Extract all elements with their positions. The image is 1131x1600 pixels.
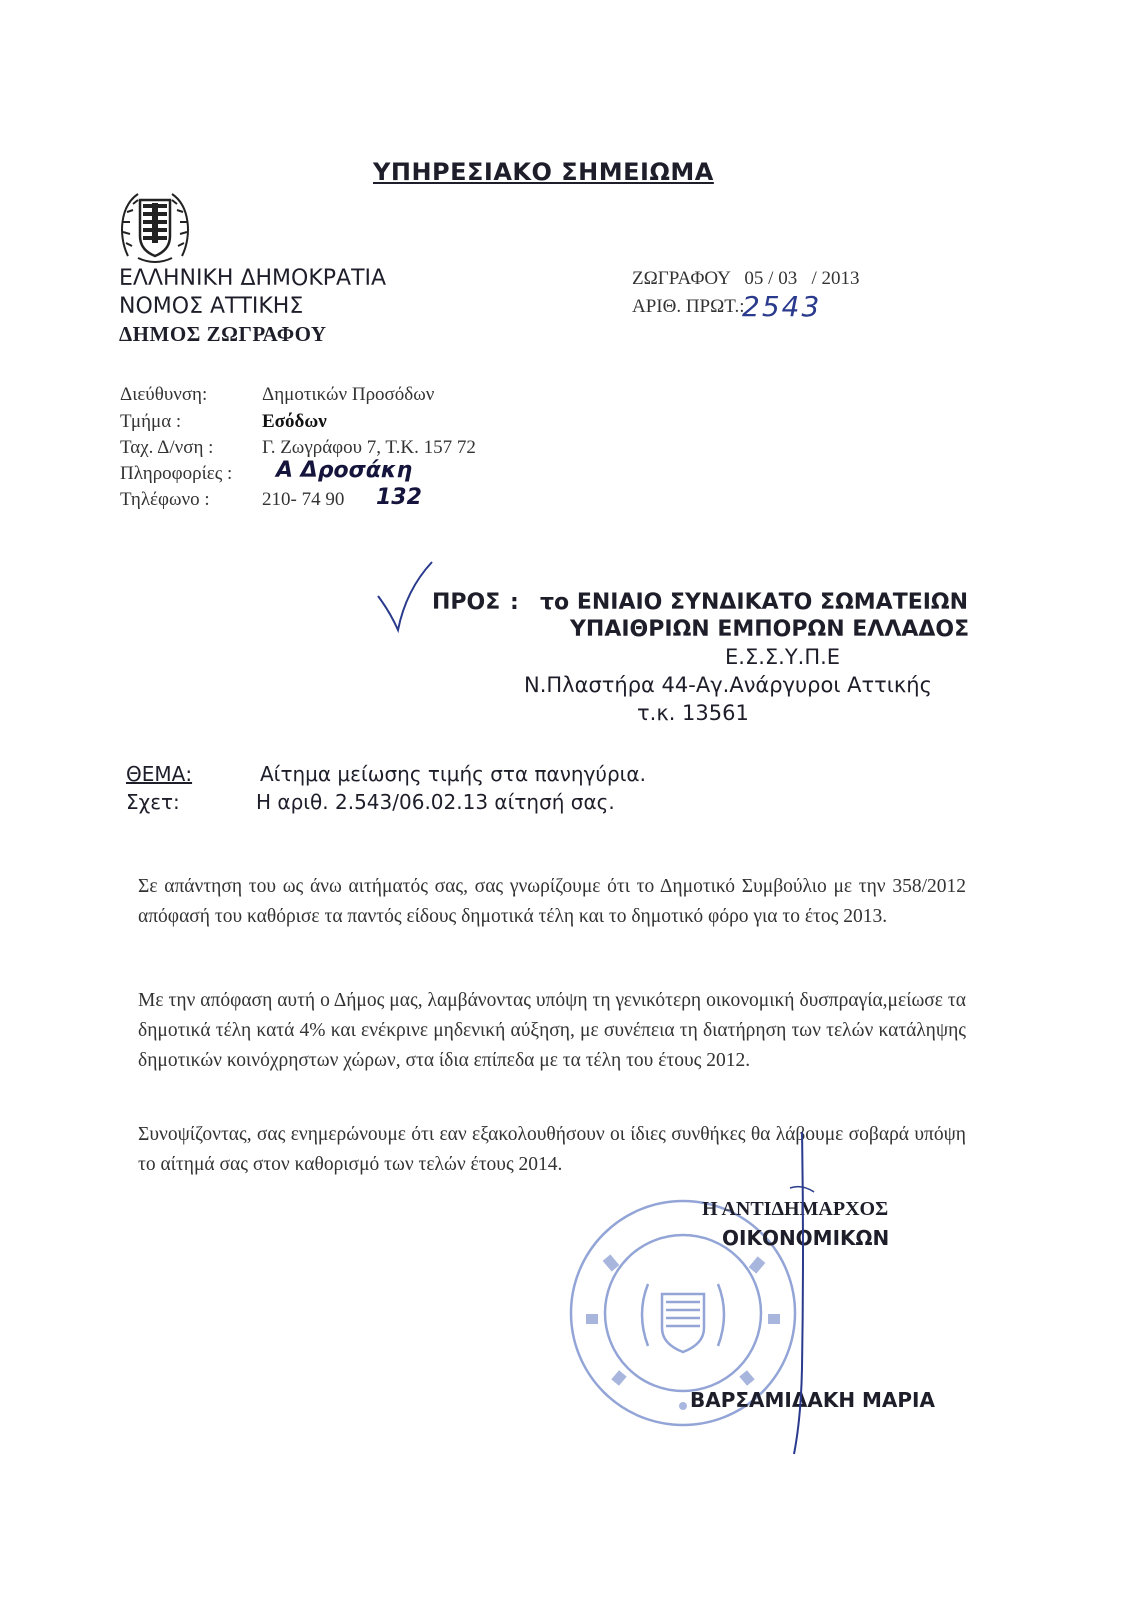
- org-line-2: ΝΟΜΟΣ ΑΤΤΙΚΗΣ: [119, 294, 304, 319]
- protocol-number-handwritten: 2543: [742, 290, 822, 323]
- checkmark-icon: [376, 560, 436, 640]
- body-paragraph-3: Συνοψίζοντας, σας ενημερώνουμε ότι εαν εξακολουθήσουν οι ίδιες συνθήκες θα λάβουμε σοβαρά υπόψη το αίτημά σας στον καθορισμό των τελών έτους 2014.: [138, 1124, 966, 1175]
- to-label: ΠΡΟΣ: [432, 590, 501, 615]
- protocol-label: ΑΡΙΘ. ΠΡΩΤ.:: [632, 296, 745, 317]
- department-value: Εσόδων: [262, 411, 327, 432]
- subject-label: ΘΕΜΑ:: [126, 762, 193, 786]
- reference-label: Σχετ:: [126, 790, 180, 814]
- info-label: Πληροφορίες :: [120, 463, 233, 484]
- address-value: Γ. Ζωγράφου 7, Τ.Κ. 157 72: [262, 437, 476, 458]
- direction-label: Διεύθυνση:: [120, 384, 208, 405]
- coat-of-arms-icon: [118, 186, 192, 268]
- signature-role-line-1: Η ΑΝΤΙΔΗΜΑΡΧΟΣ: [702, 1198, 889, 1220]
- phone-handwritten: 132: [376, 485, 422, 510]
- recipient-line-2: ΥΠΑΙΘΡΙΩΝ ΕΜΠΟΡΩΝ ΕΛΛΑΔΟΣ: [570, 617, 970, 642]
- to-separator: :: [510, 590, 519, 615]
- date-line: ΖΩΓΡΑΦΟΥ 05 / 03 / 2013: [632, 268, 860, 289]
- signatory-name: ΒΑΡΣΑΜΙΔΑΚΗ ΜΑΡΙΑ: [690, 1388, 935, 1412]
- recipient-line-1: το ΕΝΙΑΙΟ ΣΥΝΔΙΚΑΤΟ ΣΩΜΑΤΕΙΩΝ: [540, 590, 969, 615]
- recipient-line-5: τ.κ. 13561: [637, 701, 749, 725]
- org-line-3: ΔΗΜΟΣ ΖΩΓΡΑΦΟΥ: [119, 322, 327, 346]
- phone-value: 210- 74 90: [262, 489, 345, 510]
- reference-value: Η αριθ. 2.543/06.02.13 αίτησή σας.: [256, 790, 615, 814]
- subject-value: Αίτημα μείωσης τιμής στα πανηγύρια.: [260, 762, 646, 786]
- body-paragraph-1: Σε απάντηση του ως άνω αιτήματός σας, σας γνωρίζουμε ότι το Δημοτικό Συμβούλιο με την 358/2012 απόφασή του καθόρισε τα παντός είδους δημοτικά τέλη και το δημοτικό φόρο για το έτος 2013.: [138, 876, 966, 927]
- document-title: ΥΠΗΡΕΣΙΑΚΟ ΣΗΜΕΙΩΜΑ: [373, 158, 714, 186]
- org-line-1: ΕΛΛΗΝΙΚΗ ΔΗΜΟΚΡΑΤΙΑ: [119, 266, 387, 291]
- phone-label: Τηλέφωνο :: [120, 489, 210, 510]
- signature-role-line-2: ΟΙΚΟΝΟΜΙΚΩΝ: [722, 1226, 890, 1250]
- recipient-line-4: Ν.Πλαστήρα 44-Αγ.Ανάργυροι Αττικής: [524, 673, 932, 697]
- body-paragraph-2: Με την απόφαση αυτή ο Δήμος μας, λαμβάνοντας υπόψη τη γενικότερη οικονομική δυσπραγία,μείωσε τα δημοτικά τέλη κατά 4% και ενέκρινε μηδενική αύξηση, με συνέπεια τη διατήρηση των τελών κατάληψης δημοτικών κοινόχρηστων χώρων, στα ίδια επίπεδα με τα τέλη του έτους 2012.: [138, 990, 966, 1071]
- recipient-line-3: Ε.Σ.Σ.Υ.Π.Ε: [725, 645, 841, 669]
- direction-value: Δημοτικών Προσόδων: [262, 384, 435, 405]
- info-value-handwritten: Α Δροσάκη: [276, 458, 413, 483]
- department-label: Τμήμα :: [120, 411, 182, 432]
- handwritten-signature-icon: [782, 1128, 822, 1458]
- address-label: Ταχ. Δ/νση :: [120, 437, 214, 458]
